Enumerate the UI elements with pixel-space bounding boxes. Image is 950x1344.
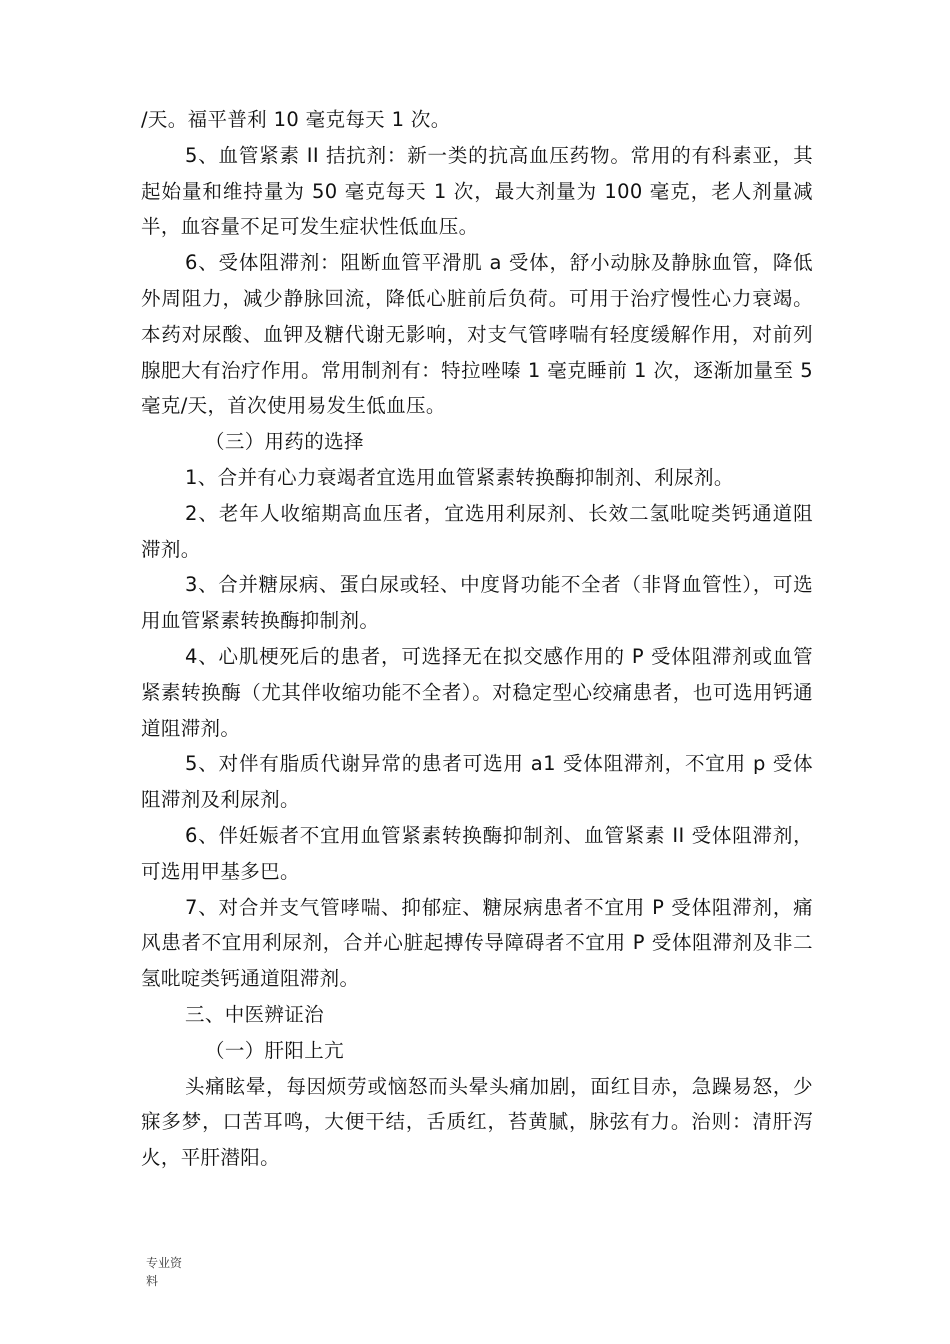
paragraph-selection-1: 1、合并有心力衰竭者宜选用血管紧素转换酶抑制剂、利尿剂。	[185, 465, 734, 489]
subsection-heading-liver-yang: （一）肝阳上亢	[205, 1038, 344, 1062]
paragraph-alpha-blocker: 6、受体阻滞剂：阻断血管平滑肌 a 受体，舒小动脉及静脉血管，降低外周阻力，减少静脉回流，降低心脏前后负荷。可用于治疗慢性心力衰竭。本药对尿酸、血钾及糖代谢无影响，对支气管哮喘有轻度缓解作用，对前列腺肥大有治疗作用。常用制剂有：特拉唑嗪 1 毫克睡前 1 次，逐渐加量至 5 毫克/天，首次使用易发生低血压。	[141, 251, 813, 418]
page-footer	[146, 1254, 206, 1290]
paragraph-continuation: /天。福平普利 10 毫克每天 1 次。	[141, 108, 451, 131]
paragraph-liver-yang-symptoms: 头痛眩晕，每因烦劳或恼怒而头晕头痛加剧，面红目赤，急躁易怒，少寐多梦，口苦耳鸣，大便干结，舌质红，苔黄腻，脉弦有力。治则：清肝泻火，平肝潜阳。	[141, 1074, 813, 1170]
document-body	[141, 102, 813, 1176]
paragraph-selection-2: 2、老年人收缩期高血压者，宜选用利尿剂、长效二氢吡啶类钙通道阻滞剂。	[141, 501, 813, 561]
paragraph-selection-7: 7、对合并支气管哮喘、抑郁症、糖尿病患者不宜用 P 受体阻滞剂，痛风患者不宜用利尿剂，合并心脏起搏传导障碍者不宜用 P 受体阻滞剂及非二氢吡啶类钙通道阻滞剂。	[141, 895, 813, 991]
paragraph-arb-antagonist: 5、血管紧素 II 拮抗剂：新一类的抗高血压药物。常用的有科素亚，其起始量和维持量为 50 毫克每天 1 次，最大剂量为 100 毫克，老人剂量减半，血容量不足可发生症状性低血压。	[141, 143, 813, 239]
section-heading-drug-selection: （三）用药的选择	[205, 430, 364, 454]
section-heading-tcm: 三、中医辨证治	[185, 1002, 324, 1026]
paragraph-selection-6: 6、伴妊娠者不宜用血管紧素转换酶抑制剂、血管紧素 II 受体阻滞剂，可选用甲基多巴。	[141, 823, 813, 883]
footer-line-1: 专业资	[146, 1256, 183, 1270]
paragraph-selection-5: 5、对伴有脂质代谢异常的患者可选用 a1 受体阻滞剂，不宜用 p 受体阻滞剂及利尿剂。	[141, 752, 813, 812]
paragraph-selection-3: 3、合并糖尿病、蛋白尿或轻、中度肾功能不全者（非肾血管性），可选用血管紧素转换酶抑制剂。	[141, 573, 813, 633]
paragraph-selection-4: 4、心肌梗死后的患者，可选择无在拟交感作用的 P 受体阻滞剂或血管紧素转换酶（尤其伴收缩功能不全者）。对稳定型心绞痛患者，也可选用钙通道阻滞剂。	[141, 644, 813, 740]
footer-line-2: 料	[146, 1274, 159, 1288]
